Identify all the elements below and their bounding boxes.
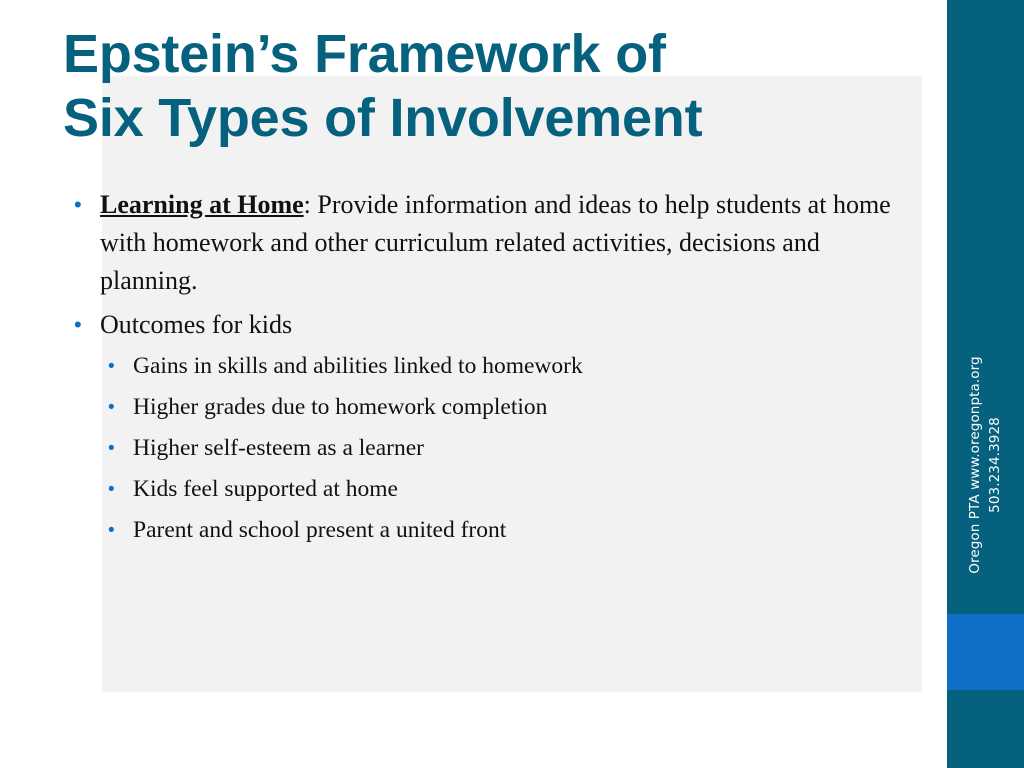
sub-bullet-item (100, 346, 894, 387)
slide-title (63, 22, 943, 150)
bullet-item-learning-at-home (74, 186, 894, 300)
sub-bullet-text: Higher self-esteem as a learner (133, 435, 424, 461)
sub-bullet-text: Parent and school present a united front (133, 517, 507, 543)
bullet-icon: • (108, 356, 115, 377)
sub-bullet-text: Kids feel supported at home (133, 476, 398, 502)
bullet-text: : Provide information and ideas to help students at home with homework and other curriculum related activities, decisions and planning. (100, 190, 891, 295)
bullet-icon: • (74, 312, 82, 337)
sidebar-accent-block (947, 614, 1024, 690)
sub-bullet-text: Higher grades due to homework completion (133, 394, 548, 420)
sub-bullet-item (100, 428, 894, 469)
sidebar-contact-line1: Oregon PTA www.oregonpta.org (967, 356, 983, 574)
bullet-text: Outcomes for kids (100, 310, 293, 339)
sub-bullet-item (100, 387, 894, 428)
sidebar-contact-text (965, 345, 1005, 585)
bullet-icon: • (108, 520, 115, 541)
bullet-list (74, 186, 894, 557)
sub-bullet-item (100, 469, 894, 510)
bullet-icon: • (108, 479, 115, 500)
sub-bullet-item (100, 510, 894, 551)
sidebar-contact-line2: 503.234.3928 (987, 417, 1003, 513)
slide-title-line1: Epstein’s Framework of (63, 24, 666, 84)
sub-bullet-text: Gains in skills and abilities linked to homework (133, 353, 583, 379)
bullet-icon: • (108, 397, 115, 418)
bullet-item-outcomes (74, 306, 894, 551)
bullet-icon: • (108, 438, 115, 459)
slide-title-line2: Six Types of Involvement (63, 88, 703, 148)
sub-bullet-list (100, 346, 894, 551)
bullet-lead-term: Learning at Home (100, 190, 304, 219)
bullet-icon: • (74, 192, 82, 217)
